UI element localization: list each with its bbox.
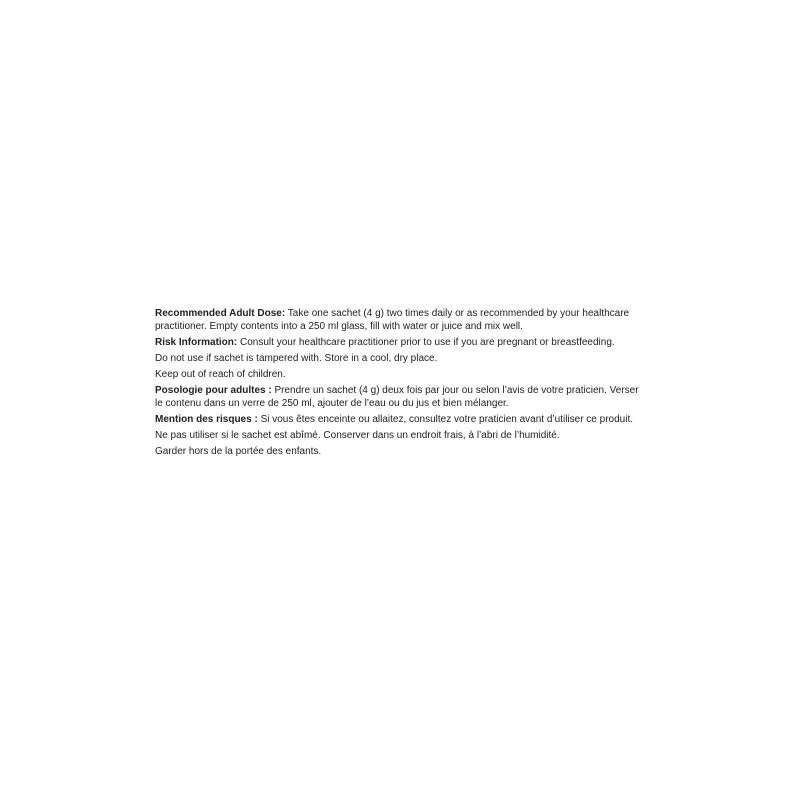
posologie-adultes-heading: Posologie pour adultes :: [155, 385, 272, 396]
ne-pas-utiliser-paragraph: [155, 429, 647, 442]
garder-hors-de-portee-paragraph: [155, 445, 647, 458]
garder-hors-de-portee-body: Garder hors de la portée des enfants.: [155, 446, 322, 457]
ne-pas-utiliser-body: Ne pas utiliser si le sachet est abîmé. Conserver dans un endroit frais, à l’abri de l’humidité.: [155, 430, 560, 441]
tamper-storage-body: Do not use if sachet is tampered with. Store in a cool, dry place.: [155, 353, 438, 364]
posologie-adultes-body: Prendre un sachet (4 g) deux fois par jour ou selon l’avis de votre praticien. Verser le contenu dans un verre de 250 ml, ajouter de l’eau ou du jus et bien mélanger.: [155, 385, 639, 409]
recommended-adult-dose-paragraph: [155, 307, 647, 333]
mention-des-risques-heading: Mention des risques :: [155, 414, 258, 425]
risk-information-paragraph: [155, 336, 647, 349]
recommended-adult-dose-body: Take one sachet (4 g) two times daily or as recommended by your healthcare practitioner. Empty contents into a 250 ml glass, fill with water or juice and mix well.: [155, 308, 630, 332]
mention-des-risques-body: Si vous êtes enceinte ou allaitez, consultez votre praticien avant d’utiliser ce produit.: [257, 414, 634, 425]
mention-des-risques-paragraph: [155, 413, 647, 426]
keep-out-of-reach-body: Keep out of reach of children.: [155, 369, 286, 380]
risk-information-body: Consult your healthcare practitioner prior to use if you are pregnant or breastfeeding.: [237, 337, 615, 348]
recommended-adult-dose-heading: Recommended Adult Dose:: [155, 308, 286, 319]
keep-out-of-reach-paragraph: [155, 368, 647, 381]
tamper-storage-paragraph: [155, 352, 647, 365]
dosage-risk-label-text: [155, 307, 647, 461]
posologie-adultes-paragraph: [155, 384, 647, 410]
risk-information-heading: Risk Information:: [155, 337, 238, 348]
